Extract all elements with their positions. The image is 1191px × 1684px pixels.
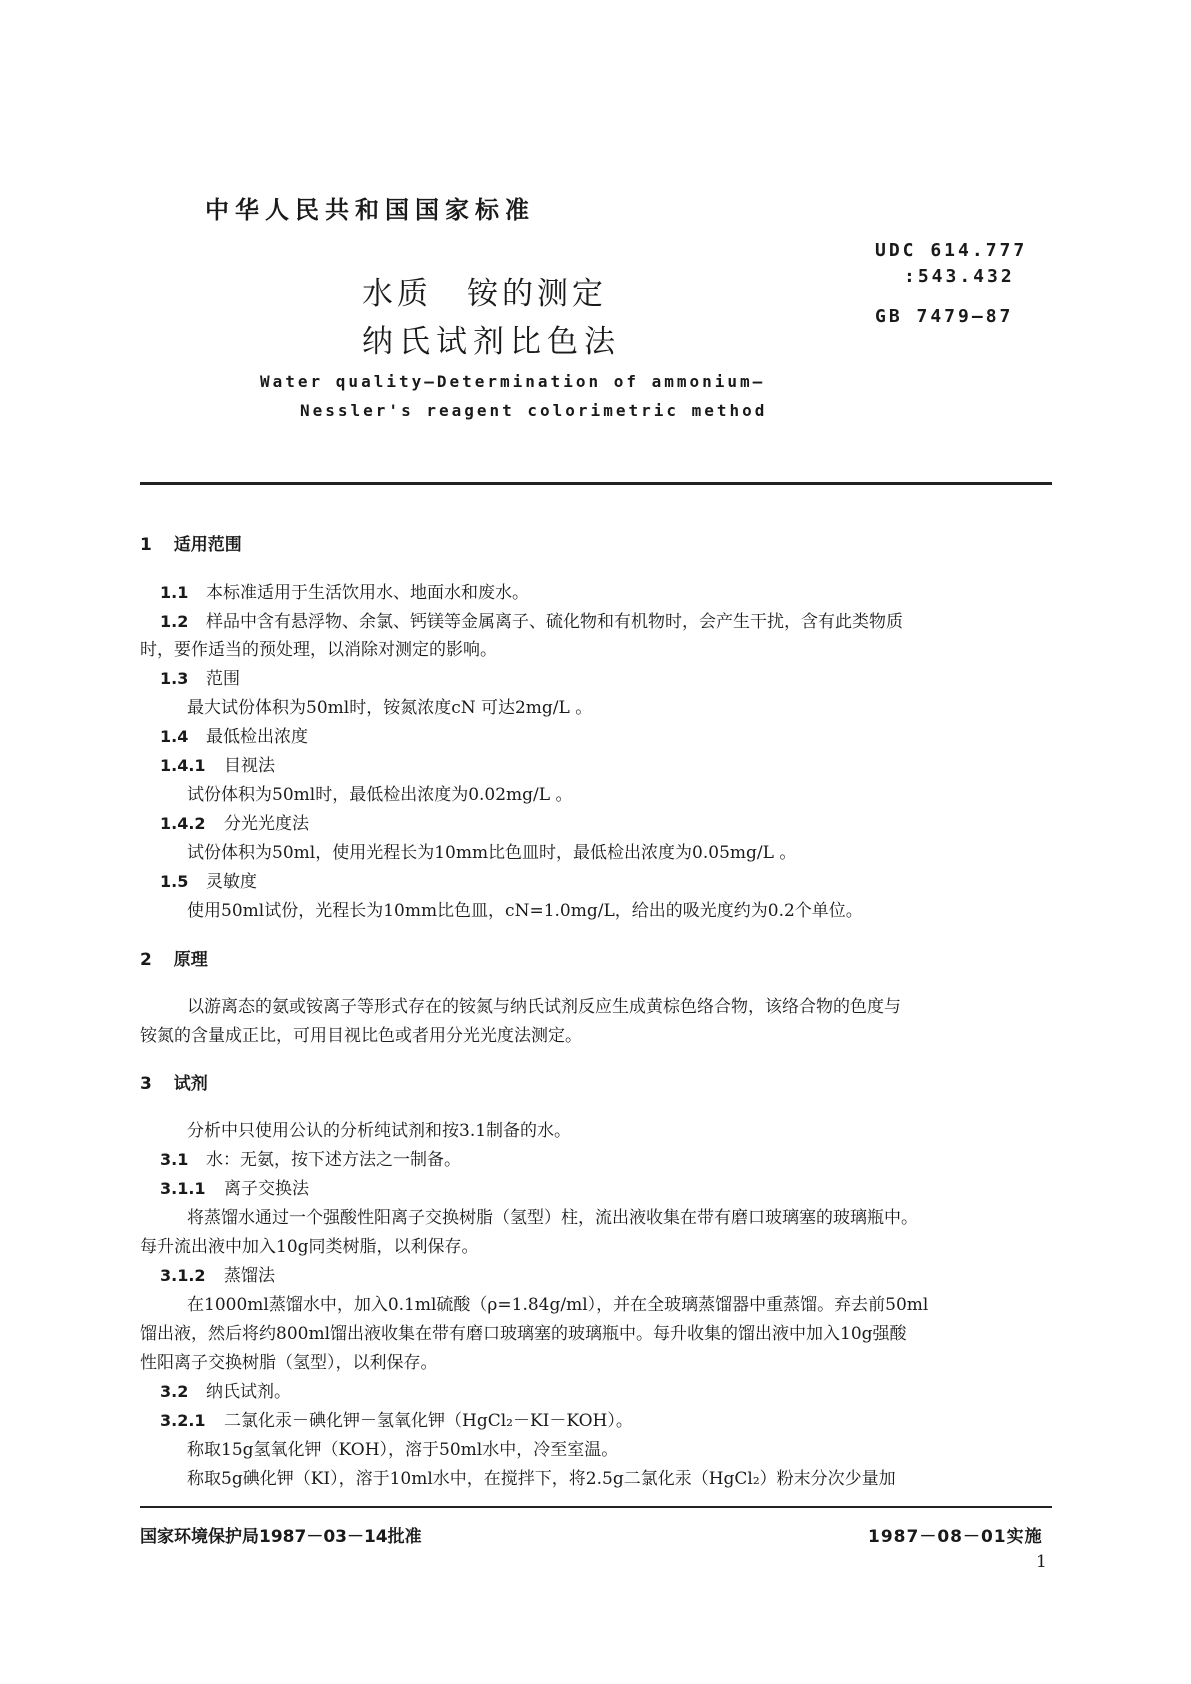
clause-number: 1.4.1 — [160, 756, 206, 775]
clause-text: 纳氏试剂。 — [206, 1382, 291, 1402]
clause-1-4-2 — [160, 809, 309, 834]
clause-title: 离子交换法 — [224, 1179, 309, 1199]
clause-1-2 — [160, 607, 903, 632]
clause-title: 二氯化汞－碘化钾－氢氧化钾（HgCl₂－KI－KOH）。 — [224, 1411, 633, 1431]
clause-3-1 — [160, 1145, 461, 1170]
approval-date: 国家环境保护局1987－03－14批准 — [140, 1527, 422, 1547]
clause-text: 水：无氨，按下述方法之一制备。 — [206, 1150, 461, 1170]
udc-code-line1: UDC 614.777 — [875, 240, 1028, 261]
section-2-heading — [140, 945, 208, 970]
clause-number: 1.5 — [160, 872, 189, 891]
clause-3-1-1-text-line2: 每升流出液中加入10g同类树脂，以利保存。 — [140, 1237, 479, 1257]
udc-code-line2: :543.432 — [904, 266, 1015, 287]
clause-number: 1.4 — [160, 727, 189, 746]
clause-number: 1.3 — [160, 669, 189, 688]
section-1-heading — [140, 530, 242, 555]
clause-number: 3.2.1 — [160, 1411, 206, 1430]
clause-1-5-text: 使用50ml试份，光程长为10mm比色皿，cN=1.0mg/L，给出的吸光度约为0.2个单位。 — [187, 901, 863, 921]
clause-3-2-1-text-line1: 称取15g氢氧化钾（KOH），溶于50ml水中，冷至室温。 — [187, 1440, 619, 1460]
clause-number: 3.1.2 — [160, 1266, 206, 1285]
implementation-date: 1987－08－01实施 — [868, 1527, 1043, 1547]
section-number: 1 — [140, 535, 152, 555]
clause-title: 目视法 — [224, 756, 275, 776]
clause-number: 3.1 — [160, 1150, 189, 1169]
clause-3-2-1 — [160, 1406, 633, 1431]
clause-3-2 — [160, 1377, 291, 1402]
english-title-line1: Water quality—Determination of ammonium— — [260, 372, 766, 391]
header-divider — [140, 482, 1052, 485]
clause-title: 蒸馏法 — [224, 1266, 275, 1286]
clause-1-4-1 — [160, 751, 275, 776]
clause-3-1-2 — [160, 1261, 275, 1286]
section-title: 适用范围 — [173, 535, 242, 555]
clause-1-4-2-text: 试份体积为50ml，使用光程长为10mm比色皿时，最低检出浓度为0.05mg/L 。 — [187, 843, 797, 863]
clause-title: 灵敏度 — [206, 872, 257, 892]
footer-divider — [140, 1506, 1052, 1508]
clause-1-4-1-text: 试份体积为50ml时，最低检出浓度为0.02mg/L 。 — [187, 785, 573, 805]
clause-number: 1.2 — [160, 612, 189, 631]
clause-text: 本标准适用于生活饮用水、地面水和废水。 — [206, 583, 529, 603]
clause-title: 分光光度法 — [224, 814, 309, 834]
english-title-line2: Nessler's reagent colorimetric method — [300, 401, 768, 420]
clause-3-1-1-text-line1: 将蒸馏水通过一个强酸性阳离子交换树脂（氢型）柱，流出液收集在带有磨口玻璃塞的玻璃瓶中。 — [187, 1208, 918, 1228]
document-title-line2: 纳氏试剂比色法 — [362, 324, 621, 360]
clause-1-3-text: 最大试份体积为50ml时，铵氮浓度cN 可达2mg/L 。 — [187, 698, 593, 718]
section-number: 2 — [140, 950, 152, 970]
clause-1-2-continued: 时，要作适当的预处理，以消除对测定的影响。 — [140, 640, 497, 660]
section-number: 3 — [140, 1074, 152, 1094]
clause-1-1 — [160, 578, 529, 603]
section-3-intro: 分析中只使用公认的分析纯试剂和按3.1制备的水。 — [187, 1121, 572, 1141]
page-number: 1 — [1036, 1552, 1047, 1572]
clause-1-5 — [160, 867, 257, 892]
clause-3-1-1 — [160, 1174, 309, 1199]
document-title-line1: 水质 铵的测定 — [362, 276, 607, 312]
section-3-heading — [140, 1069, 208, 1094]
clause-1-4 — [160, 722, 308, 747]
clause-title: 最低检出浓度 — [206, 727, 308, 747]
clause-number: 3.1.1 — [160, 1179, 206, 1198]
section-2-text-line1: 以游离态的氨或铵离子等形式存在的铵氮与纳氏试剂反应生成黄棕色络合物，该络合物的色度与 — [187, 997, 901, 1017]
clause-title: 范围 — [206, 669, 240, 689]
section-2-text-line2: 铵氮的含量成正比，可用目视比色或者用分光光度法测定。 — [140, 1026, 582, 1046]
gb-standard-code: GB 7479—87 — [875, 306, 1014, 327]
section-title: 试剂 — [173, 1074, 208, 1094]
clause-1-3 — [160, 664, 240, 689]
clause-3-1-2-text-line2: 馏出液，然后将约800ml馏出液收集在带有磨口玻璃塞的玻璃瓶中。每升收集的馏出液中加入10g强酸 — [140, 1324, 907, 1344]
section-title: 原理 — [173, 950, 208, 970]
clause-number: 3.2 — [160, 1382, 189, 1401]
clause-number: 1.4.2 — [160, 814, 206, 833]
clause-number: 1.1 — [160, 583, 189, 602]
clause-3-1-2-text-line3: 性阳离子交换树脂（氢型），以利保存。 — [140, 1353, 438, 1373]
clause-3-2-1-text-line2: 称取5g碘化钾（KI），溶于10ml水中，在搅拌下，将2.5g二氯化汞（HgCl₂）粉末分次少量加 — [187, 1469, 896, 1489]
clause-text: 样品中含有悬浮物、余氯、钙镁等金属离子、硫化物和有机物时，会产生干扰，含有此类物质 — [206, 612, 903, 632]
national-standard-heading: 中华人民共和国国家标准 — [205, 196, 535, 224]
clause-3-1-2-text-line1: 在1000ml蒸馏水中，加入0.1ml硫酸（ρ=1.84g/ml），并在全玻璃蒸馏器中重蒸馏。弃去前50ml — [187, 1295, 929, 1315]
